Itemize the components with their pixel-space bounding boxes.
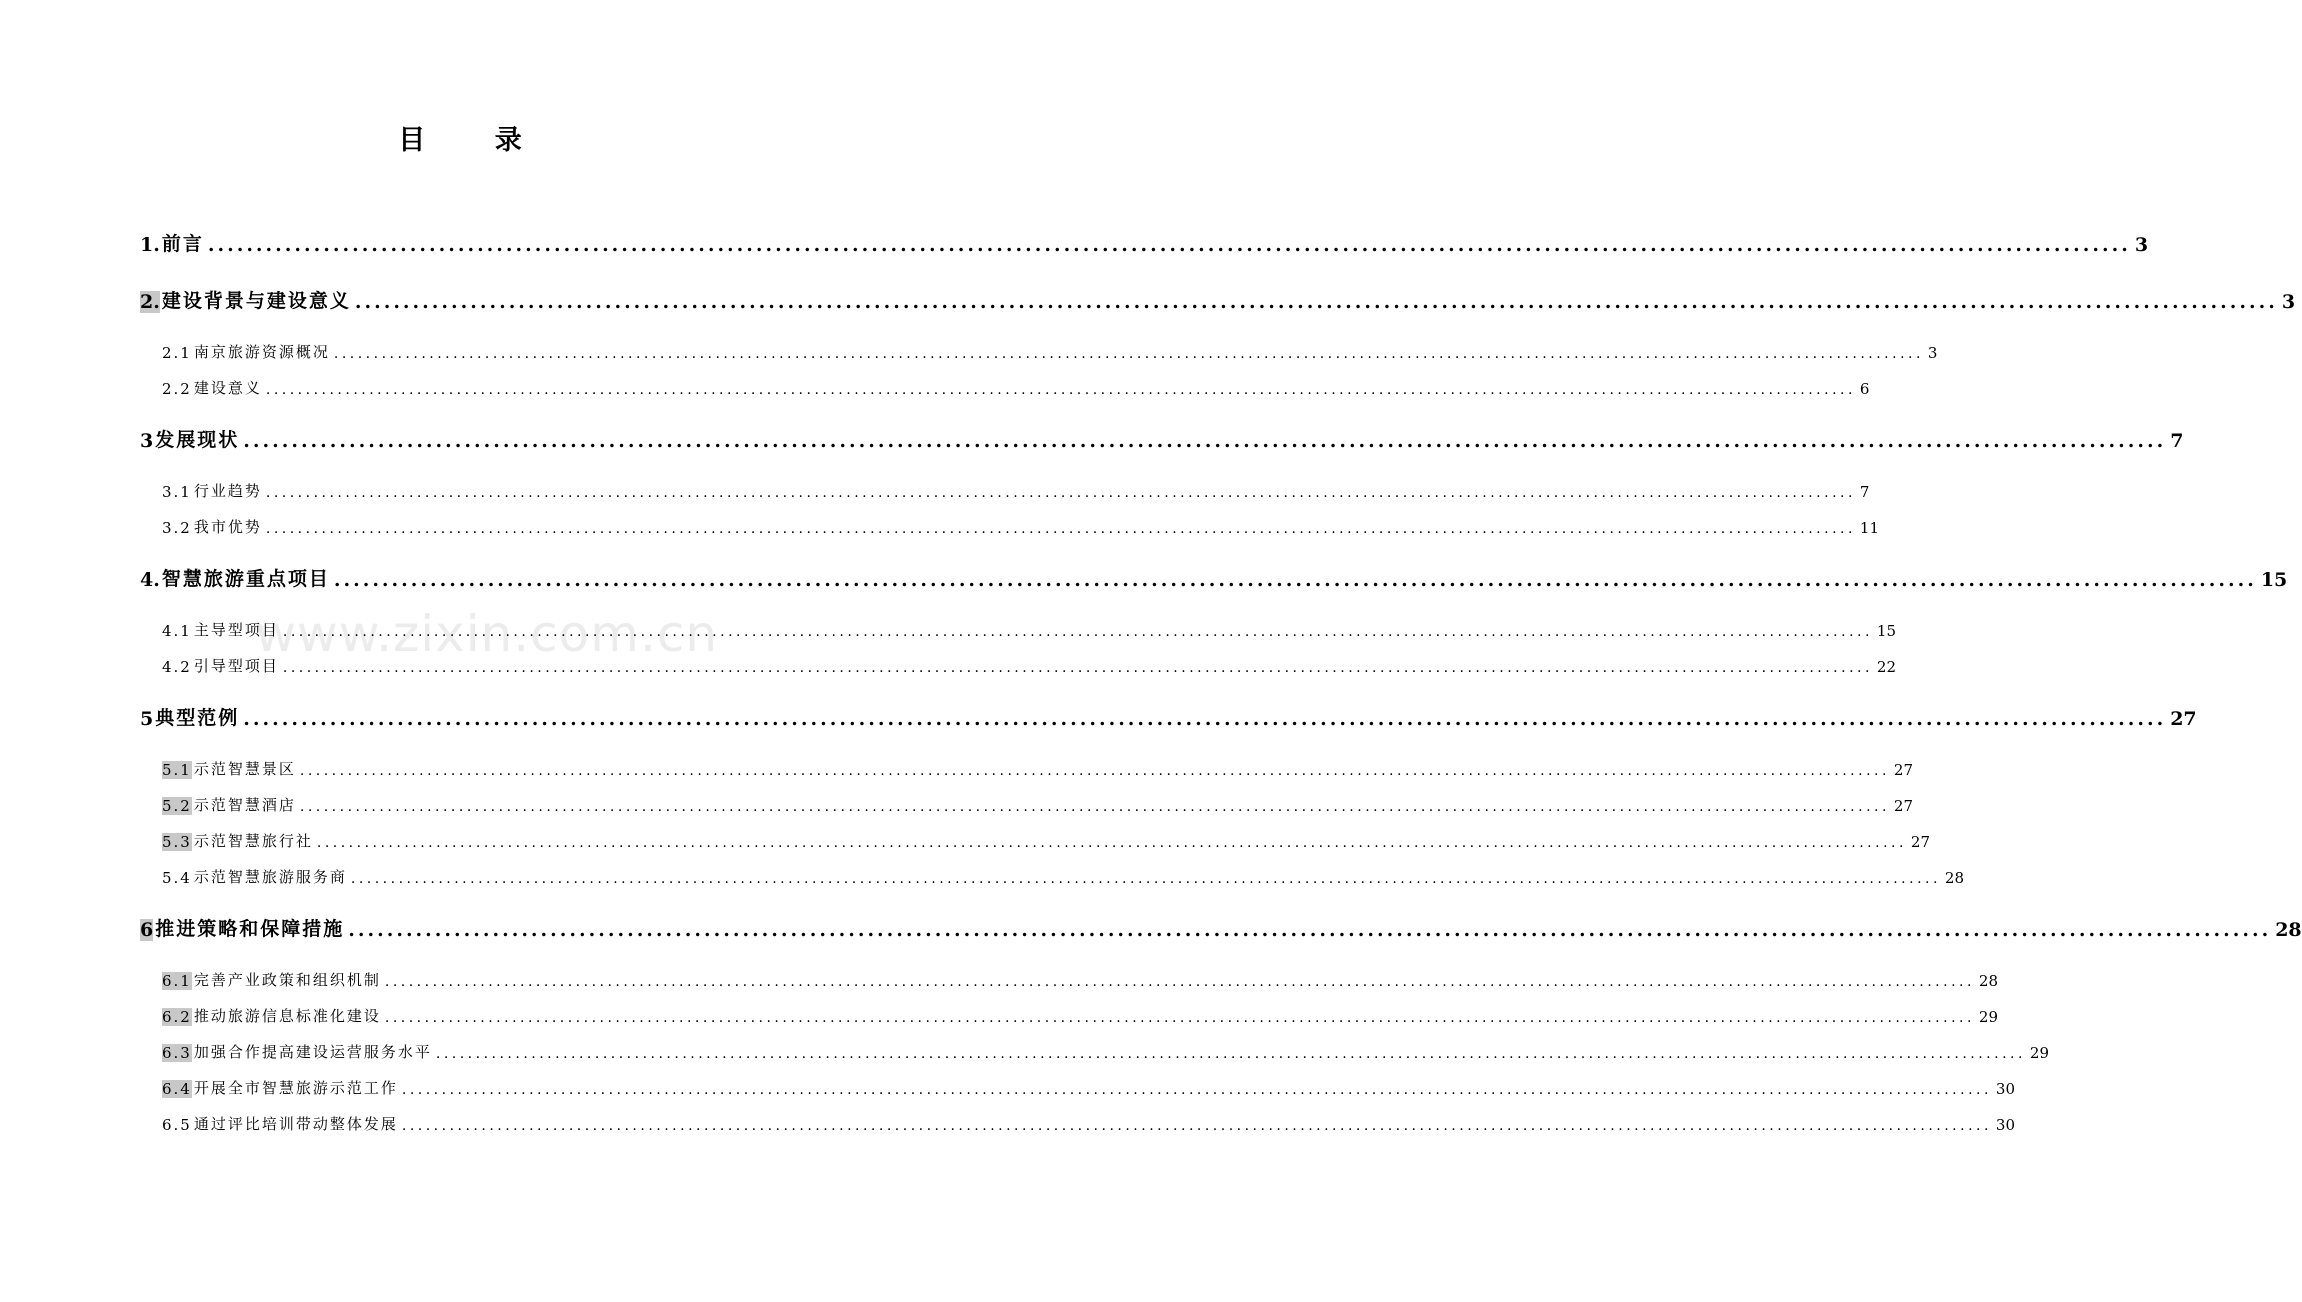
toc-leader-dots: ........................................................................................................................................................................................................ [316, 835, 1907, 851]
toc-entry-number: 3 [140, 430, 154, 452]
toc-leader-dots: ........................................................................................................................................................................................................ [299, 799, 1890, 815]
toc-entry-number: 5.4 [162, 869, 192, 887]
toc-entry-title: 示范智慧景区 [193, 760, 296, 778]
toc-entry-number: 2.1 [162, 344, 192, 362]
toc-entry-title: 引导型项目 [193, 657, 279, 675]
toc-leader-dots: ........................................................................................................................................................................................................ [384, 1010, 1975, 1026]
toc-section-entry[interactable] [162, 654, 1897, 676]
toc-entry-number: 4.1 [162, 622, 192, 640]
toc-section-entry[interactable] [162, 968, 1999, 990]
toc-chapter-entry[interactable] [140, 230, 2149, 256]
toc-entry-title: 南京旅游资源概况 [193, 343, 330, 361]
toc-leader-dots: ........................................................................................................................................................................................................ [401, 1118, 1992, 1134]
toc-page-number: 28 [2275, 919, 2302, 941]
toc-section-entry[interactable] [162, 829, 1931, 851]
page-title: 目 录 [398, 125, 552, 156]
toc-entry-number: 5.2 [162, 797, 192, 815]
toc-page-number: 15 [1876, 622, 1897, 640]
toc-leader-dots: ........................................................................................................................................................................................................ [354, 291, 2278, 313]
toc-page-number: 28 [1944, 869, 1965, 887]
toc-section-entry[interactable] [162, 479, 1870, 501]
toc-section-entry[interactable] [162, 376, 1870, 398]
toc-entry-number: 5.3 [162, 833, 192, 851]
toc-leader-dots: ........................................................................................................................................................................................................ [207, 234, 2131, 256]
toc-entry-title: 推动旅游信息标准化建设 [193, 1007, 381, 1025]
toc-section-entry[interactable] [162, 618, 1897, 640]
toc-leader-dots: ........................................................................................................................................................................................................ [299, 763, 1890, 779]
toc-section-entry[interactable] [162, 515, 1880, 537]
toc-page-number: 22 [1876, 658, 1897, 676]
toc-page-number: 3 [2134, 234, 2149, 256]
toc-page-number: 27 [1893, 761, 1914, 779]
toc-entry-title: 行业趋势 [193, 482, 262, 500]
toc-entry-number: 4. [140, 569, 160, 591]
toc-page-number: 27 [1893, 797, 1914, 815]
toc-entry-title: 建设背景与建设意义 [161, 290, 351, 312]
toc-chapter-entry[interactable] [140, 287, 2296, 313]
toc-entry-number: 6 [140, 919, 154, 941]
toc-page-number: 29 [2029, 1044, 2050, 1062]
toc-section-entry[interactable] [162, 793, 1914, 815]
toc-chapter-entry[interactable] [140, 426, 2184, 452]
toc-leader-dots: ........................................................................................................................................................................................................ [265, 382, 1856, 398]
toc-page-number: 29 [1978, 1008, 1999, 1026]
toc-entry-number: 5 [140, 708, 154, 730]
toc-leader-dots: ........................................................................................................................................................................................................ [282, 660, 1873, 676]
toc-section-entry[interactable] [162, 340, 1938, 362]
toc-page-number: 11 [1859, 519, 1880, 537]
toc-leader-dots: ........................................................................................................................................................................................................ [333, 346, 1924, 362]
toc-entry-number: 3.1 [162, 483, 192, 501]
toc-entry-number: 6.4 [162, 1080, 192, 1098]
toc-section-entry[interactable] [162, 757, 1914, 779]
toc-chapter-entry[interactable] [140, 704, 2197, 730]
toc-entry-number: 6.5 [162, 1116, 192, 1134]
toc-entry-title: 开展全市智慧旅游示范工作 [193, 1079, 398, 1097]
toc-leader-dots: ........................................................................................................................................................................................................ [333, 569, 2257, 591]
toc-leader-dots: ........................................................................................................................................................................................................ [350, 871, 1941, 887]
toc-entry-number: 6.3 [162, 1044, 192, 1062]
toc-chapter-entry[interactable] [140, 915, 2302, 941]
toc-entry-title: 加强合作提高建设运营服务水平 [193, 1043, 432, 1061]
toc-entry-number: 3.2 [162, 519, 192, 537]
toc-section-entry[interactable] [162, 1040, 2050, 1062]
toc-entry-title: 示范智慧酒店 [193, 796, 296, 814]
toc-entry-title: 推进策略和保障措施 [155, 918, 345, 940]
toc-leader-dots: ........................................................................................................................................................................................................ [348, 919, 2272, 941]
toc-entry-title: 建设意义 [193, 379, 262, 397]
toc-entry-title: 典型范例 [155, 707, 240, 729]
toc-entry-title: 通过评比培训带动整体发展 [193, 1115, 398, 1133]
toc-leader-dots: ........................................................................................................................................................................................................ [243, 708, 2167, 730]
toc-leader-dots: ........................................................................................................................................................................................................ [435, 1046, 2026, 1062]
toc-entry-number: 1. [140, 234, 160, 256]
toc-entry-title: 示范智慧旅行社 [193, 832, 313, 850]
toc-leader-dots: ........................................................................................................................................................................................................ [243, 430, 2167, 452]
toc-leader-dots: ........................................................................................................................................................................................................ [265, 521, 1856, 537]
toc-page-number: 30 [1995, 1116, 2016, 1134]
toc-entry-title: 主导型项目 [193, 621, 279, 639]
toc-entry-number: 6.2 [162, 1008, 192, 1026]
toc-entry-number: 6.1 [162, 972, 192, 990]
toc-entry-number: 2. [140, 291, 160, 313]
toc-entry-title: 完善产业政策和组织机制 [193, 971, 381, 989]
toc-section-entry[interactable] [162, 1076, 2016, 1098]
toc-leader-dots: ........................................................................................................................................................................................................ [282, 624, 1873, 640]
toc-page-number: 27 [1910, 833, 1931, 851]
toc-section-entry[interactable] [162, 865, 1965, 887]
toc-page-number: 30 [1995, 1080, 2016, 1098]
toc-entry-title: 前言 [161, 233, 204, 255]
toc-entry-title: 发展现状 [155, 429, 240, 451]
toc-leader-dots: ........................................................................................................................................................................................................ [384, 974, 1975, 990]
toc-leader-dots: ........................................................................................................................................................................................................ [265, 485, 1856, 501]
toc-entry-title: 示范智慧旅游服务商 [193, 868, 347, 886]
toc-leader-dots: ........................................................................................................................................................................................................ [401, 1082, 1992, 1098]
toc-section-entry[interactable] [162, 1112, 2016, 1134]
watermark: www.zixin.com.cn [255, 605, 719, 663]
toc-page-number: 7 [1859, 483, 1870, 501]
toc-page-number: 3 [1927, 344, 1938, 362]
toc-entry-number: 2.2 [162, 380, 192, 398]
toc-page-number: 15 [2260, 569, 2288, 591]
toc-page-number: 28 [1978, 972, 1999, 990]
toc-chapter-entry[interactable] [140, 565, 2288, 591]
toc-section-entry[interactable] [162, 1004, 1999, 1026]
toc-page-number: 27 [2170, 708, 2197, 730]
toc-entry-title: 智慧旅游重点项目 [161, 568, 330, 590]
toc-entry-number: 5.1 [162, 761, 192, 779]
toc-page-number: 7 [2170, 430, 2184, 452]
toc-entry-title: 我市优势 [193, 518, 262, 536]
toc-entry-number: 4.2 [162, 658, 192, 676]
toc-page-number: 3 [2281, 291, 2296, 313]
toc-page-number: 6 [1859, 380, 1870, 398]
